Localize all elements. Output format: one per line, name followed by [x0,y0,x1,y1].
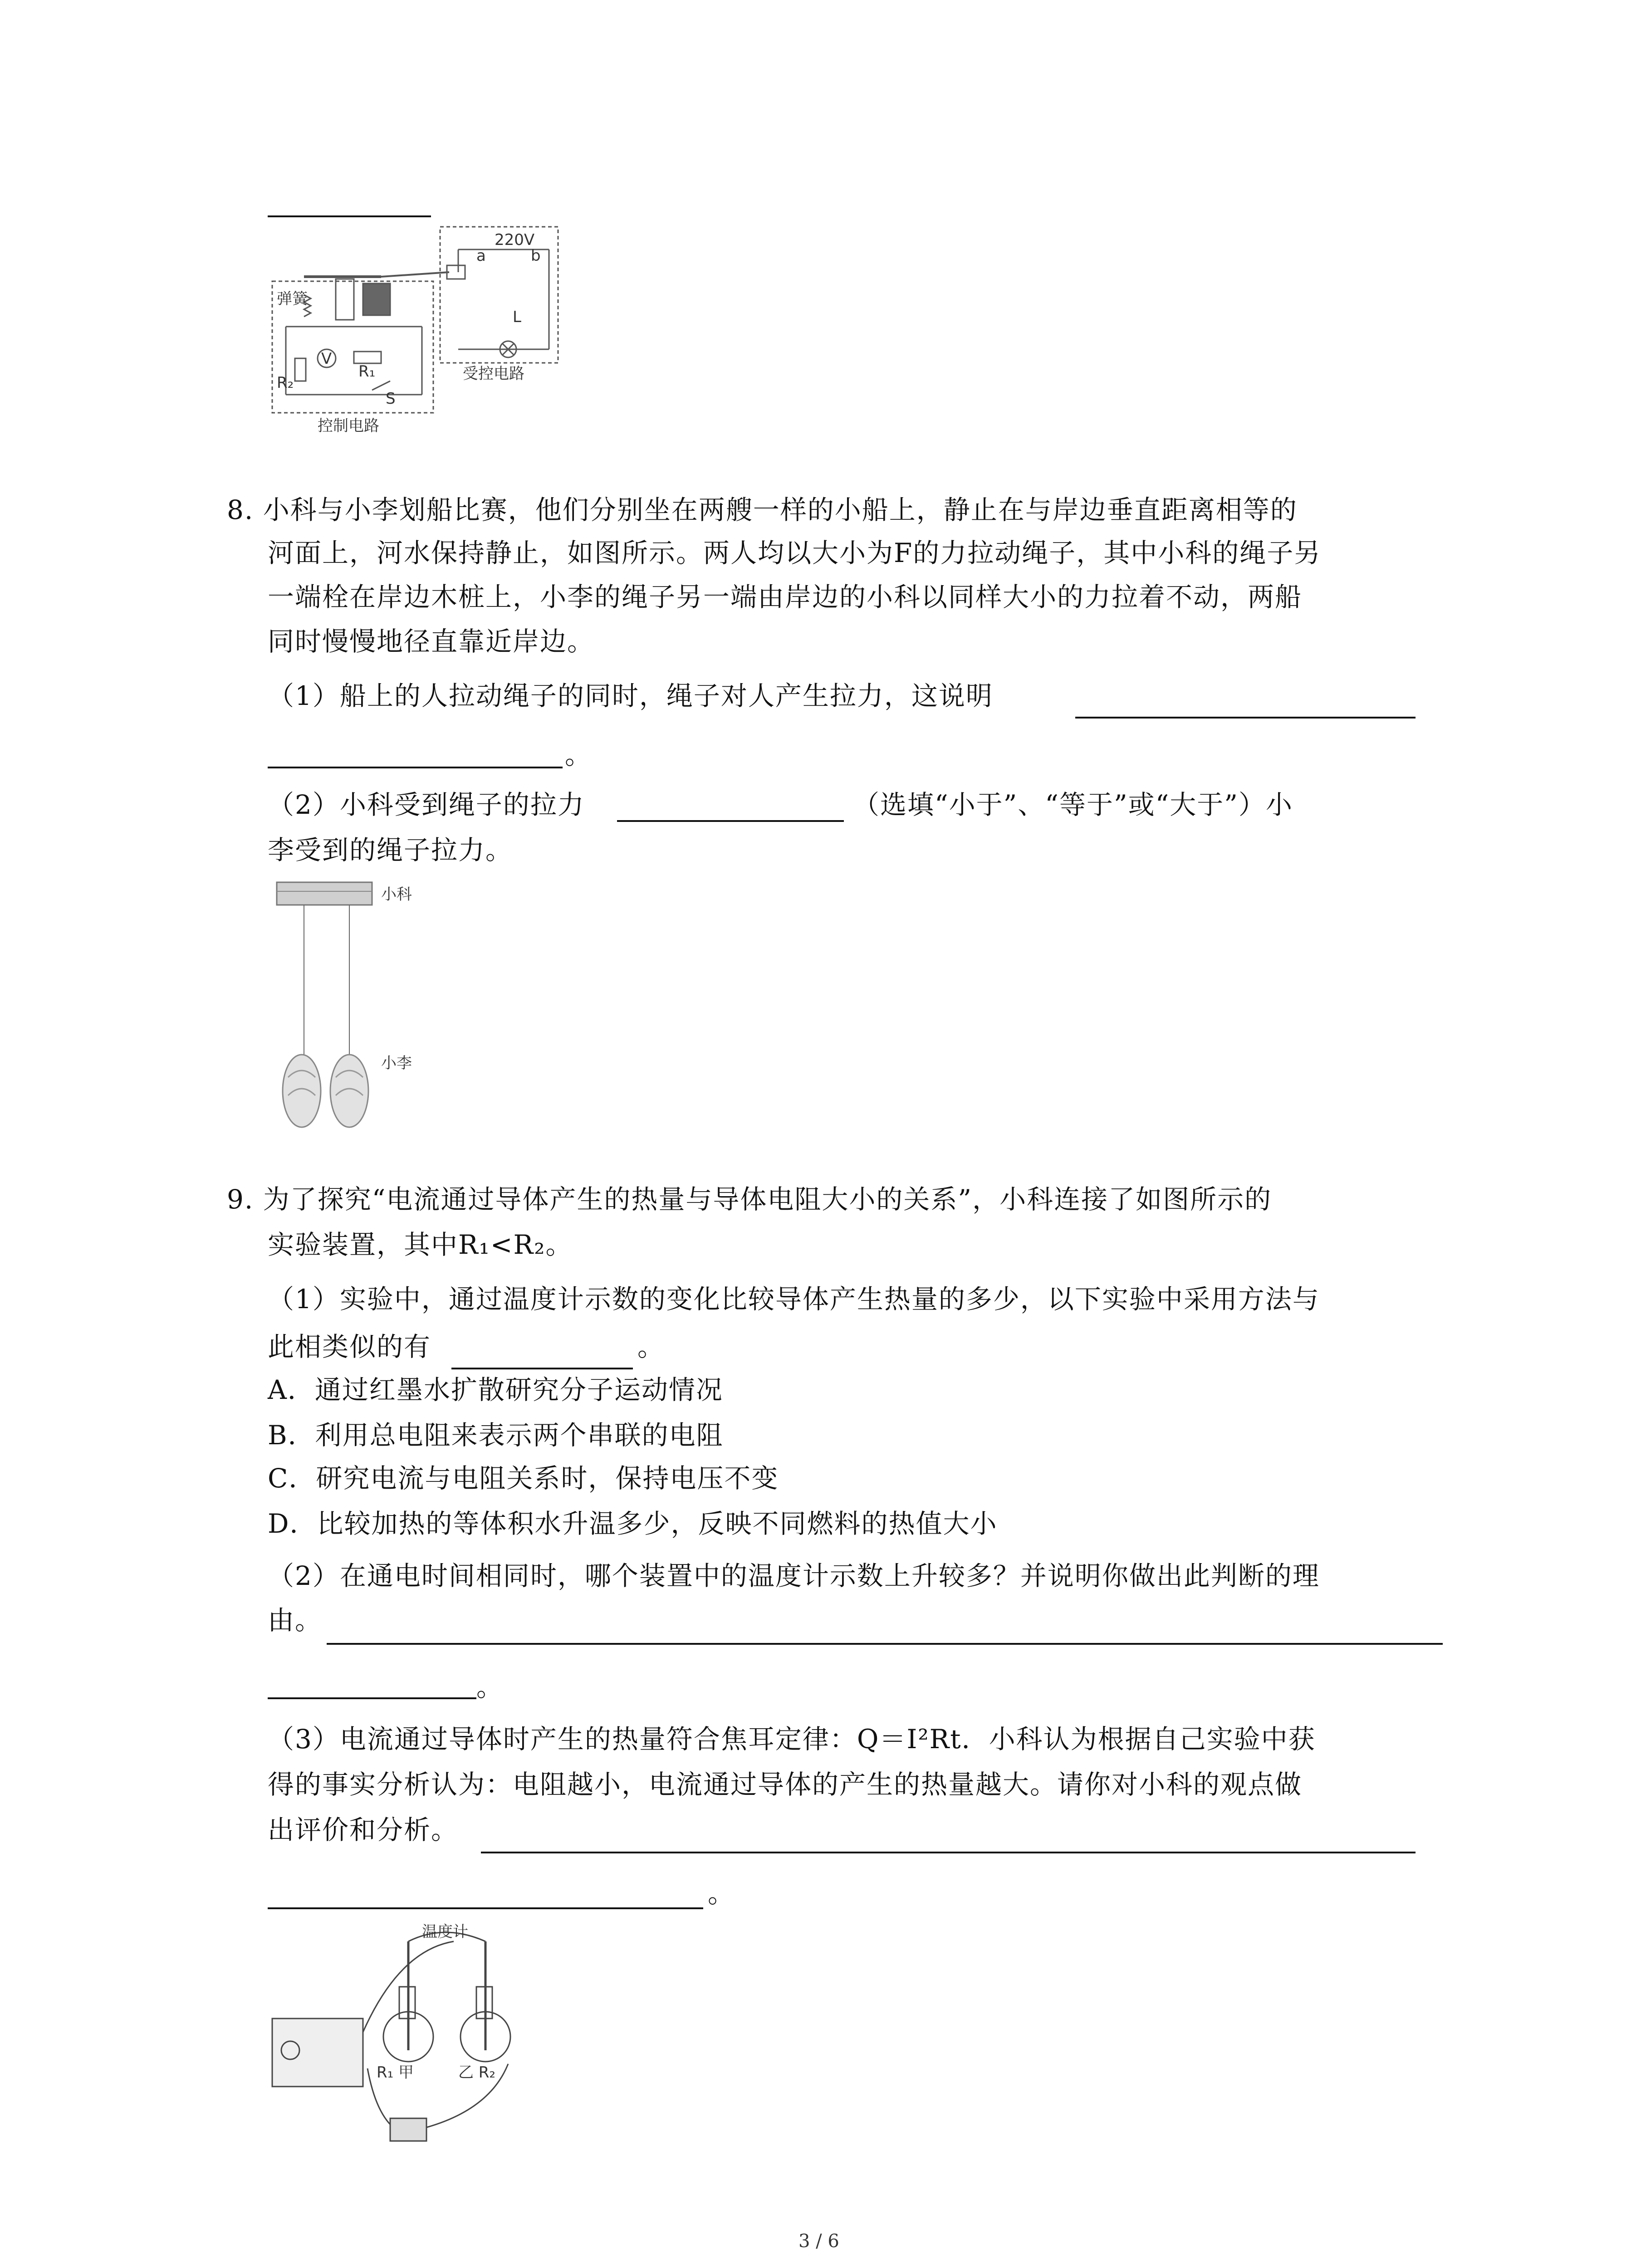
label-xiaoke: 小科 [381,885,412,904]
q9-part2-text-a: （2）在通电时间相同时，哪个装置中的温度计示数上升较多？并说明你做出此判断的理 [268,1560,1320,1591]
label-switch: S [386,390,396,408]
q9-part3-end: 。 [708,1878,735,1909]
q9-option-b: B．利用总电阻来表示两个串联的电阻 [268,1420,724,1451]
boats-figure [272,878,417,1132]
q9-part2-blank-a[interactable] [327,1643,1443,1645]
label-xiaoli: 小李 [381,1054,412,1072]
label-control-circuit: 控制电路 [318,417,379,435]
q9-line-2: 实验装置，其中R₁<R₂。 [268,1229,573,1260]
label-voltmeter: V [321,350,332,368]
label-lamp: L [513,308,521,326]
label-r2-yi: 乙 R₂ [458,2063,496,2082]
q9-part3-text-b: 得的事实分析认为：电阻越小，电流通过导体的产生的热量越大。请你对小科的观点做 [268,1769,1303,1800]
q9-part3-blank-a[interactable] [481,1852,1416,1853]
q9-part1-text-b: 此相类似的有 [268,1331,431,1362]
q9-option-d: D．比较加热的等体积水升温多少，反映不同燃料的热值大小 [268,1508,998,1539]
q9-option-c: C．研究电流与电阻关系时，保持电压不变 [268,1463,779,1494]
q9-part2-end: 。 [476,1672,504,1702]
joule-apparatus-figure [263,1914,581,2168]
q9-part1-end: 。 [637,1331,665,1362]
relay-circuit-figure [268,222,567,440]
page-number: 3 / 6 [798,2231,839,2252]
label-thermometer: 温度计 [422,1923,468,1941]
q8-part2-text-a: （2）小科受到绳子的拉力 [268,789,585,820]
q8-part2-blank[interactable] [617,820,844,822]
q8-part1-blank-a[interactable] [1075,717,1416,719]
q8-part1-text: （1）船上的人拉动绳子的同时，绳子对人产生拉力，这说明 [268,680,993,711]
label-a: a [476,247,486,265]
q8-part1-end: 。 [565,739,593,770]
q9-part3-text-c: 出评价和分析。 [268,1814,459,1845]
q9-part1-text-a: （1）实验中，通过温度计示数的变化比较导体产生热量的多少，以下实验中采用方法与 [268,1284,1320,1315]
q9-option-a: A．通过红墨水扩散研究分子运动情况 [268,1374,723,1405]
q9-part2-text-b: 由。 [268,1605,323,1636]
label-r2: R₂ [277,374,294,392]
q8-line-1: 8. 小科与小李划船比赛，他们分别坐在两艘一样的小船上，静止在与岸边垂直距离相等的 [227,494,1298,525]
q8-line-3: 一端栓在岸边木桩上，小李的绳子另一端由岸边的小科以同样大小的力拉着不动，两船 [268,582,1303,612]
label-r1-jia: R₁ 甲 [377,2063,414,2082]
label-r1: R₁ [358,362,376,381]
q9-part3-text-a: （3）电流通过导体时产生的热量符合焦耳定律：Q＝I²Rt．小科认为根据自己实验中获 [268,1724,1316,1755]
q8-part1-blank-b[interactable] [268,767,563,768]
q9-part2-blank-b[interactable] [268,1697,476,1699]
label-b: b [531,247,541,265]
q9-part3-blank-b[interactable] [268,1907,703,1909]
q8-part2-text-c: 李受到的绳子拉力。 [268,835,513,865]
label-controlled-circuit: 受控电路 [463,365,524,383]
q8-part2-text-b: （选填“小于”、“等于”或“大于”）小 [853,789,1293,820]
label-220v: 220V [495,231,535,249]
q8-line-2: 河面上，河水保持静止，如图所示。两人均以大小为F的力拉动绳子，其中小科的绳子另 [268,538,1322,568]
q8-line-4: 同时慢慢地径直靠近岸边。 [268,626,595,657]
label-spring: 弹簧 [277,290,308,308]
q9-line-1: 9. 为了探究“电流通过导体产生的热量与导体电阻大小的关系”，小科连接了如图所示的 [227,1184,1272,1215]
answer-blank-prev[interactable] [268,215,431,217]
